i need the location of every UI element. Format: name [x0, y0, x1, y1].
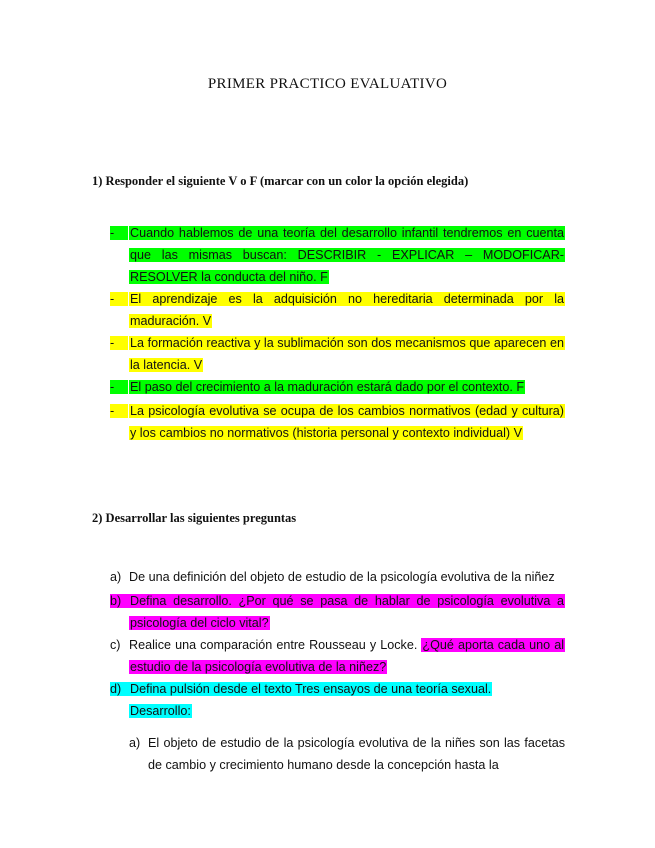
qb-marker-box	[110, 590, 129, 612]
tf-item-1	[129, 222, 565, 288]
section1-heading: 1) Responder el siguiente V o F (marcar con un color la opción elegida)	[92, 174, 469, 188]
item2-marker: -	[110, 292, 128, 306]
tf-item-2-text: El aprendizaje es la adquisición no hereditaria determinada por la maduración. V	[130, 292, 564, 328]
question-d-sub-text: Desarrollo:	[130, 704, 191, 718]
tf-item-3	[129, 332, 565, 376]
item2-marker-box	[110, 288, 128, 310]
answer-a: El objeto de estudio de la psicología evolutiva de la niñes son las facetas de cambio y crecimiento humano desde la concepción hasta la	[148, 736, 565, 772]
tf-item-4-text: El paso del crecimiento a la maduración estará dado por el contexto. F	[130, 380, 525, 394]
question-b	[129, 590, 565, 634]
question-b-text: Defina desarrollo. ¿Por qué se pasa de hablar de psicología evolutiva a psicología del ciclo vital?	[130, 594, 564, 630]
item5-marker: -	[110, 404, 128, 418]
answer-a-marker: a)	[129, 736, 141, 750]
item4-marker-box	[110, 376, 128, 398]
tf-item-3-text: La formación reactiva y la sublimación son dos mecanismos que aparecen en la latencia. V	[130, 336, 564, 372]
tf-item-1-text: Cuando hablemos de una teoría del desarrollo infantil tendremos en cuenta que las mismas buscan: DESCRIBIR - EXPLICAR – MODOFICAR-RESOLVER la conducta del niño. F	[130, 226, 564, 284]
question-c-plain: Realice una comparación entre Rousseau y Locke.	[129, 638, 418, 652]
item1-marker: -	[110, 226, 128, 240]
qb-marker: b)	[110, 594, 129, 608]
item3-marker-box	[110, 332, 128, 354]
item5-marker-box	[110, 400, 128, 422]
question-a: De una definición del objeto de estudio de la psicología evolutiva de la niñez	[129, 570, 555, 584]
qa-marker: a)	[110, 570, 122, 584]
tf-item-2	[129, 288, 565, 332]
tf-item-5-text: La psicología evolutiva se ocupa de los cambios normativos (edad y cultura) y los cambios no normativos (historia personal y contexto individual) V	[130, 404, 564, 440]
question-d-sub	[129, 700, 192, 722]
qc-marker: c)	[110, 638, 121, 652]
item3-marker: -	[110, 336, 128, 350]
qd-marker: d)	[110, 682, 129, 696]
tf-item-5	[129, 400, 565, 444]
question-c-highlight: ¿Qué aporta cada uno al estudio de la psicología evolutiva de la niñez?	[130, 638, 565, 674]
question-c	[129, 634, 565, 678]
qd-marker-box	[110, 678, 129, 700]
document-title: PRIMER PRACTICO EVALUATIVO	[207, 76, 448, 92]
tf-item-4	[129, 376, 565, 398]
question-d	[129, 678, 565, 700]
question-d-text: Defina pulsión desde el texto Tres ensayos de una teoría sexual.	[130, 682, 492, 696]
section2-heading: 2) Desarrollar las siguientes preguntas	[92, 511, 297, 525]
item4-marker: -	[110, 380, 128, 394]
item1-marker-box	[110, 222, 128, 244]
